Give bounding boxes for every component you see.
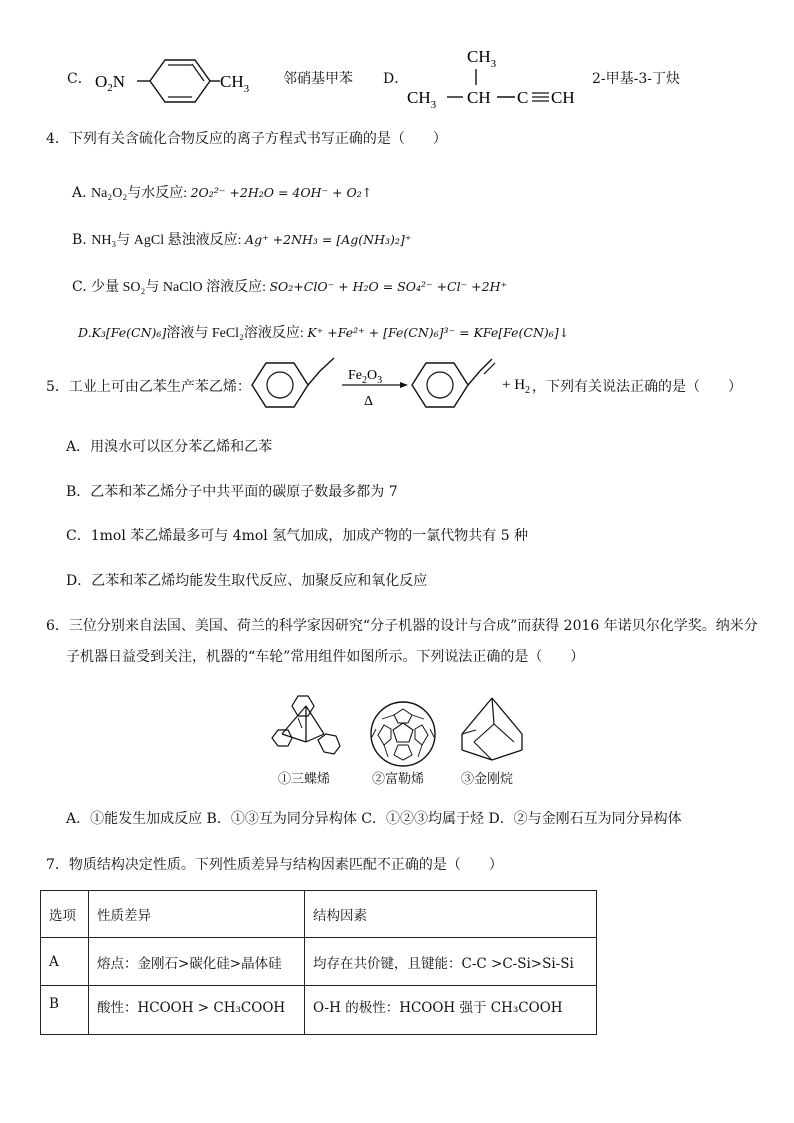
methylbutyne-structure [405, 42, 590, 112]
q3d-label: D． [383, 71, 409, 87]
caption-triptycene: ①三蝶烯 [278, 772, 331, 787]
caption-adamantane: ③金刚烷 [461, 772, 514, 787]
q3c-name: 邻硝基甲苯 [283, 71, 353, 87]
row-b-structure: O-H 的极性：HCOOH 强于 CH₃COOH [305, 986, 597, 1035]
row-a-structure: 均存在共价键，且键能：C-C >C-Si>Si-Si [305, 938, 597, 986]
q3d-name: 2-甲基-3-丁炔 [592, 71, 681, 87]
q5-option-b: B．乙苯和苯乙烯分子中共平面的碳原子数最多都为 7 [66, 484, 398, 500]
triptycene-structure [268, 694, 346, 764]
nitro-group-label: $O_2N$ [95, 72, 126, 94]
svg-text:C: C [517, 88, 529, 107]
q6-stem-line1: 6．三位分别来自法国、美国、荷兰的科学家因研究“分子机器的设计与合成”而获得 2016 年诺贝尔化学奖。纳米分 [46, 618, 758, 634]
ethylbenzene-structure [252, 358, 334, 407]
q6-options: A．①能发生加成反应 B．①③互为同分异构体 C．①②③均属于烃 D．②与金刚石互为同分异构体 [66, 811, 682, 827]
heat-symbol: Δ [364, 394, 374, 409]
q3c-label: C． [67, 71, 92, 87]
q6-stem-line2: 子机器日益受到关注，机器的“车轮”常用组件如图所示。下列说法正确的是（ ） [66, 649, 585, 665]
adamantane-structure [456, 694, 526, 764]
table-row [41, 938, 597, 986]
q5-stem-tail: ，下列有关说法正确的是（ ） [532, 379, 742, 395]
table-header-row [41, 891, 597, 938]
fullerene-structure [368, 699, 438, 769]
header-property: 性质差异 [89, 891, 305, 938]
row-a-option: A [41, 938, 89, 986]
q4-option-a: A. Na₂O₂与水反应: 2O₂²⁻ +2H₂O = 4OH⁻ + O₂↑ [72, 185, 373, 201]
ethylbenzene-to-styrene-reaction [242, 355, 542, 420]
q5-stem: 5．工业上可由乙苯生产苯乙烯： [46, 379, 251, 395]
svg-text:CH3: $CH_3$ [467, 47, 497, 70]
row-a-property: 熔点：金刚石>碳化硅>晶体硅 [89, 938, 305, 986]
row-b-property: 酸性：HCOOH > CH₃COOH [89, 986, 305, 1035]
q4-option-d: D.K₃[Fe(CN)₆]溶液与 FeCl₂溶液反应: K⁺ +Fe²⁺ + [Fe(CN)₆]³⁻ = KFe[Fe(CN)₆]↓ [78, 325, 570, 341]
q5-option-a: A．用溴水可以区分苯乙烯和乙苯 [66, 439, 273, 455]
header-structure: 结构因素 [305, 891, 597, 938]
q4-option-b: B. NH₃与 AgCl 悬浊液反应: Ag⁺ +2NH₃ = [Ag(NH₃)₂]⁺ [72, 232, 412, 248]
catalyst-label: $Fe_2O_3$ [348, 368, 383, 386]
q5-option-d: D．乙苯和苯乙烯均能发生取代反应、加聚反应和氧化反应 [66, 573, 428, 589]
caption-fullerene: ②富勒烯 [372, 772, 425, 787]
q7-table [40, 890, 597, 1035]
header-option: 选项 [41, 891, 89, 938]
row-b-option: B [41, 986, 89, 1035]
svg-text:CH3: $CH_3$ [407, 88, 437, 111]
methyl-label: $CH_3$ [220, 72, 250, 95]
table-row [41, 986, 597, 1035]
svg-text:CH: CH [551, 88, 575, 107]
q5-option-c: C．1mol 苯乙烯最多可与 4mol 氢气加成，加成产物的一氯代物共有 5 种 [66, 528, 529, 544]
q4-option-c: C. 少量 SO₂与 NaClO 溶液反应: SO₂+ClO⁻ + H₂O = SO₄²⁻ +Cl⁻ +2H⁺ [72, 279, 508, 295]
q7-stem: 7．物质结构决定性质。下列性质差异与结构因素匹配不正确的是（ ） [46, 857, 503, 873]
hydrogen-product: + $H_2$ [502, 377, 531, 396]
q4-stem: 4．下列有关含硫化合物反应的离子方程式书写正确的是（ ） [46, 131, 447, 147]
svg-text:CH: CH [467, 88, 491, 107]
o-nitrotoluene-structure [92, 50, 272, 112]
styrene-structure [412, 359, 495, 407]
